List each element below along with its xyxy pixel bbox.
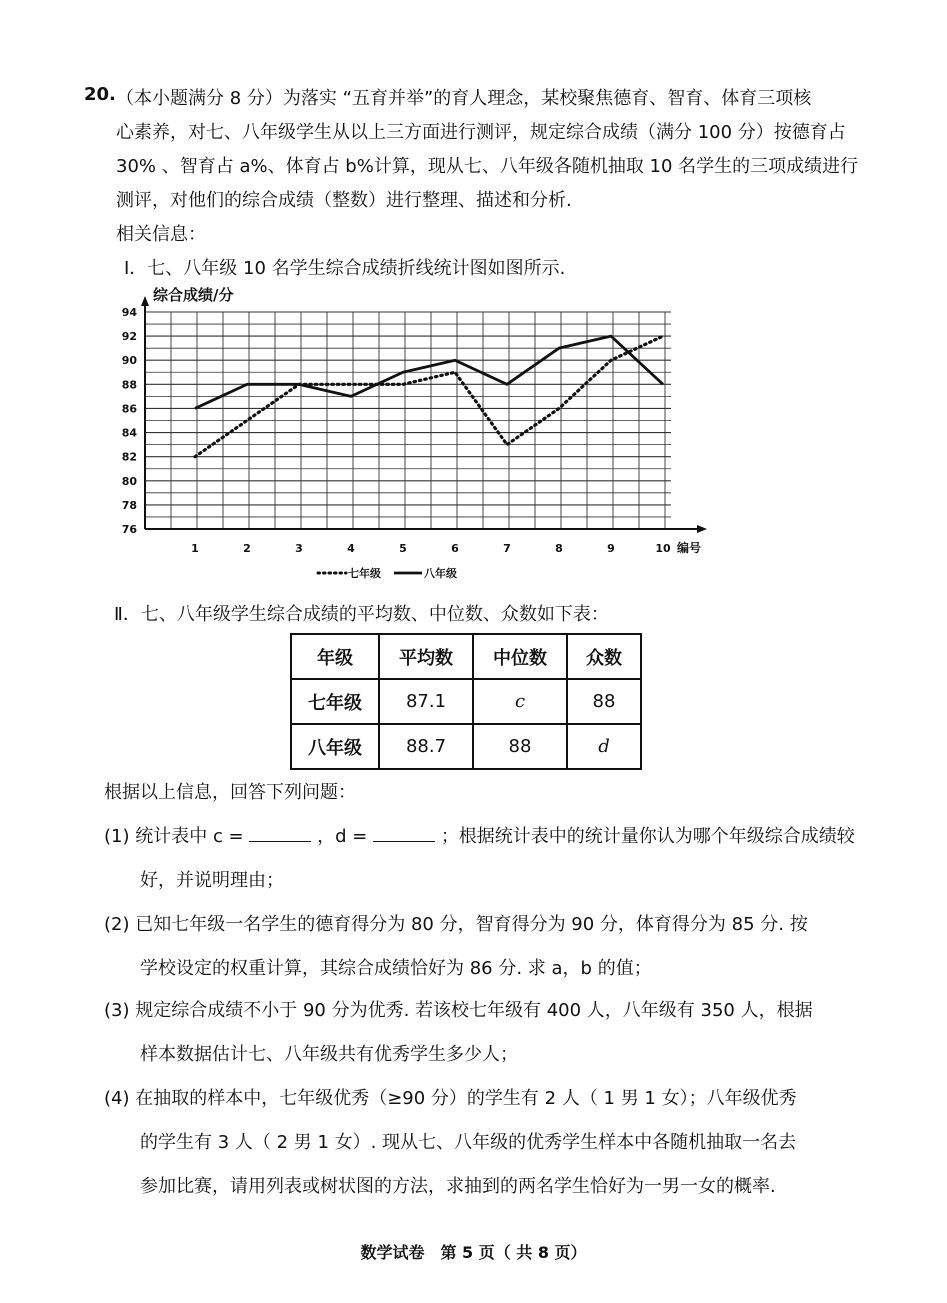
header-median: 中位数	[473, 634, 567, 679]
y-tick-label: 76	[121, 523, 137, 536]
q2-continued: 学校设定的权重计算，其综合成绩恰好为 86 分. 求 a，b 的值；	[140, 958, 652, 979]
chart-axes	[141, 296, 707, 533]
x-tick-label: 10	[655, 542, 671, 555]
x-tick-label: 4	[347, 542, 355, 555]
table-header-row	[291, 634, 641, 679]
intro-line-1: （本小题满分 8 分）为落实 “五育并举”的育人理念，某校聚焦德育、智育、体育三项核	[116, 88, 812, 109]
table-row	[291, 679, 641, 724]
x-tick-label: 9	[607, 542, 615, 555]
q4-continued-2: 参加比赛，请用列表或树状图的方法，求抽到的两名学生恰好为一男一女的概率.	[140, 1176, 776, 1197]
row-median: 88	[473, 724, 567, 769]
stats-table	[290, 633, 642, 770]
info-1: Ⅰ．七、八年级 10 名学生综合成绩折线统计图如图所示.	[124, 258, 566, 279]
sub-question-4: (4) 在抽取的样本中，七年级优秀（≥90 分）的学生有 2 人（ 1 男 1 女）；八年级优秀	[104, 1088, 797, 1109]
chart-grid	[145, 312, 671, 529]
y-axis-label: 综合成绩/分	[153, 286, 234, 304]
y-tick-label: 88	[121, 378, 137, 392]
answer-blank-c[interactable]	[249, 825, 311, 842]
legend-label-2: 八年级	[424, 567, 457, 580]
y-tick-label: 90	[121, 354, 137, 368]
prompt: 根据以上信息，回答下列问题：	[104, 782, 356, 803]
x-tick-label: 2	[243, 542, 251, 555]
sub-question-2: (2) 已知七年级一名学生的德育得分为 80 分，智育得分为 90 分，体育得分为 85 分. 按	[104, 914, 808, 935]
y-tick-label: 80	[121, 474, 137, 488]
row-mean: 87.1	[379, 679, 473, 724]
x-axis-label: 编号	[677, 541, 702, 555]
q4-continued-1: 的学生有 3 人（ 2 男 1 女）. 现从七、八年级的优秀学生样本中各随机抽取一名去	[140, 1132, 797, 1153]
q3-continued: 样本数据估计七、八年级共有优秀学生多少人；	[140, 1044, 518, 1065]
row-median: c	[473, 679, 567, 724]
table-row	[291, 724, 641, 769]
legend-label-1: 七年级	[348, 567, 381, 580]
row-mode: 88	[567, 679, 641, 724]
row-grade: 七年级	[291, 679, 379, 724]
y-tick-label: 94	[121, 306, 137, 319]
header-mode: 众数	[567, 634, 641, 679]
x-tick-label: 7	[503, 542, 511, 555]
y-tick-label: 82	[121, 450, 137, 464]
y-tick-label: 86	[121, 402, 137, 416]
x-axis-arrow	[697, 525, 707, 533]
y-axis-arrow	[141, 296, 149, 306]
row-mode: d	[567, 724, 641, 769]
y-tick-label: 78	[121, 498, 137, 512]
row-grade: 八年级	[291, 724, 379, 769]
q1-text-b: ，d =	[317, 826, 368, 847]
info-label: 相关信息：	[116, 224, 206, 245]
x-tick-label: 8	[555, 542, 563, 555]
chart-legend	[318, 566, 457, 580]
answer-blank-d[interactable]	[373, 825, 435, 842]
sub-question-3: (3) 规定综合成绩不小于 90 分为优秀. 若该校七年级有 400 人，八年级有 350 人，根据	[104, 1000, 813, 1021]
question-number: 20.	[84, 84, 116, 105]
page-footer: 数学试卷 第 5 页（ 共 8 页）	[360, 1243, 587, 1262]
x-tick-label: 6	[451, 542, 459, 555]
x-tick-label: 3	[295, 542, 303, 555]
q1-continued: 好，并说明理由；	[140, 870, 284, 891]
x-tick-label: 5	[399, 542, 407, 555]
q1-text-c: ；根据统计表中的统计量你认为哪个年级综合成绩较	[440, 826, 855, 847]
info-2: Ⅱ．七、八年级学生综合成绩的平均数、中位数、众数如下表：	[114, 604, 609, 625]
sub-question-1	[104, 822, 855, 848]
header-grade: 年级	[291, 634, 379, 679]
row-mean: 88.7	[379, 724, 473, 769]
intro-line-4: 测评，对他们的综合成绩（整数）进行整理、描述和分析.	[116, 190, 572, 211]
q1-text-a: (1) 统计表中 c =	[104, 826, 244, 847]
x-tick-label: 1	[191, 542, 199, 555]
intro-line-2: 心素养，对七、八年级学生从以上三方面进行测评，规定综合成绩（满分 100 分）按德育占	[116, 122, 846, 143]
intro-line-3: 30% 、智育占 a%、体育占 b%计算，现从七、八年级各随机抽取 10 名学生的三项成绩进行	[116, 156, 859, 177]
y-tick-label: 92	[121, 330, 137, 344]
line-chart	[110, 282, 710, 592]
y-tick-label: 84	[121, 426, 137, 440]
header-mean: 平均数	[379, 634, 473, 679]
